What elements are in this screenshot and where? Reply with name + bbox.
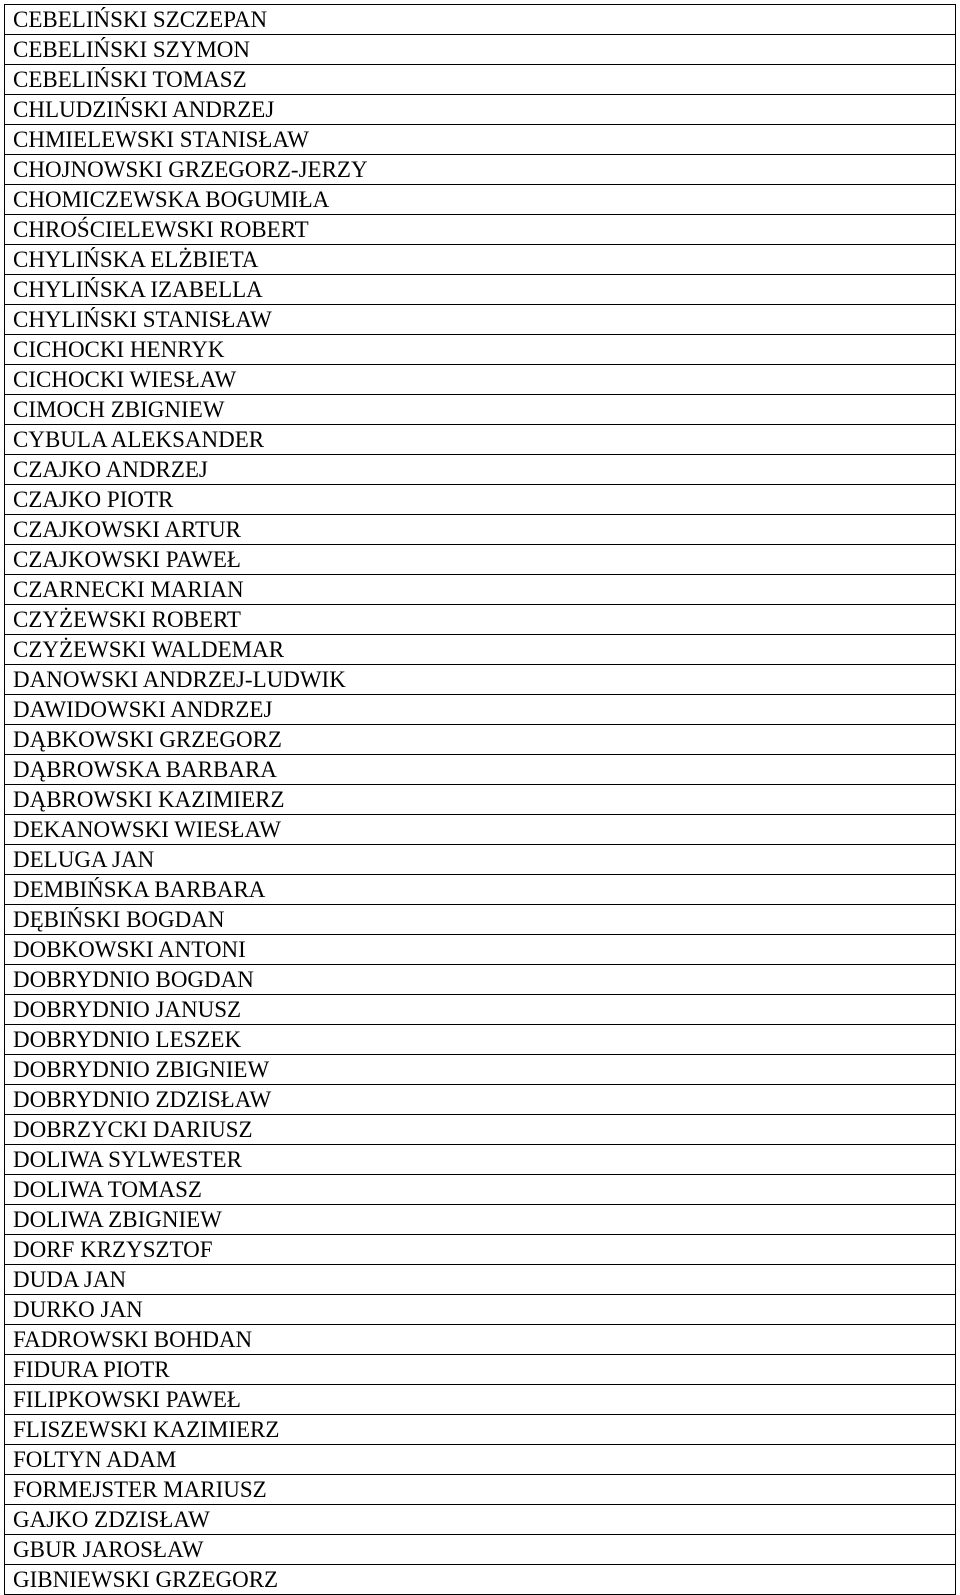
table-row — [5, 245, 956, 275]
name-cell: CZYŻEWSKI ROBERT — [5, 605, 956, 635]
table-row — [5, 1565, 956, 1595]
name-cell: CEBELIŃSKI SZCZEPAN — [5, 5, 956, 35]
name-cell: DORF KRZYSZTOF — [5, 1235, 956, 1265]
table-row — [5, 1415, 956, 1445]
name-cell: CZARNECKI MARIAN — [5, 575, 956, 605]
name-cell: CHLUDZIŃSKI ANDRZEJ — [5, 95, 956, 125]
name-cell: CYBULA ALEKSANDER — [5, 425, 956, 455]
table-row — [5, 65, 956, 95]
table-row — [5, 1265, 956, 1295]
table-row — [5, 365, 956, 395]
name-cell: CICHOCKI WIESŁAW — [5, 365, 956, 395]
name-cell: DĄBROWSKA BARBARA — [5, 755, 956, 785]
table-row — [5, 1535, 956, 1565]
table-row — [5, 695, 956, 725]
name-cell: DOBKOWSKI ANTONI — [5, 935, 956, 965]
table-row — [5, 1475, 956, 1505]
table-row — [5, 635, 956, 665]
name-cell: FADROWSKI BOHDAN — [5, 1325, 956, 1355]
table-row — [5, 545, 956, 575]
name-cell: FIDURA PIOTR — [5, 1355, 956, 1385]
name-cell: CHOMICZEWSKA BOGUMIŁA — [5, 185, 956, 215]
name-cell: DĄBKOWSKI GRZEGORZ — [5, 725, 956, 755]
table-row — [5, 845, 956, 875]
table-row — [5, 1505, 956, 1535]
table-row — [5, 1235, 956, 1265]
name-cell: CIMOCH ZBIGNIEW — [5, 395, 956, 425]
name-cell: CHYLIŃSKA IZABELLA — [5, 275, 956, 305]
table-row — [5, 605, 956, 635]
name-cell: GBUR JAROSŁAW — [5, 1535, 956, 1565]
name-cell: DOBRYDNIO LESZEK — [5, 1025, 956, 1055]
table-row — [5, 1025, 956, 1055]
table-row — [5, 1175, 956, 1205]
table-row — [5, 815, 956, 845]
table-row — [5, 1445, 956, 1475]
table-row — [5, 1325, 956, 1355]
name-cell: DUDA JAN — [5, 1265, 956, 1295]
table-row — [5, 935, 956, 965]
table-row — [5, 965, 956, 995]
name-cell: DĘBIŃSKI BOGDAN — [5, 905, 956, 935]
table-row — [5, 515, 956, 545]
name-cell: CEBELIŃSKI TOMASZ — [5, 65, 956, 95]
name-cell: GIBNIEWSKI GRZEGORZ — [5, 1565, 956, 1595]
table-row — [5, 755, 956, 785]
table-row — [5, 1055, 956, 1085]
table-row — [5, 1085, 956, 1115]
table-row — [5, 5, 956, 35]
name-cell: CICHOCKI HENRYK — [5, 335, 956, 365]
table-row — [5, 185, 956, 215]
table-row — [5, 1355, 956, 1385]
table-row — [5, 785, 956, 815]
name-cell: DURKO JAN — [5, 1295, 956, 1325]
name-cell: CZYŻEWSKI WALDEMAR — [5, 635, 956, 665]
table-row — [5, 155, 956, 185]
name-cell: DOBRYDNIO JANUSZ — [5, 995, 956, 1025]
table-row — [5, 395, 956, 425]
name-cell: CZAJKO ANDRZEJ — [5, 455, 956, 485]
name-cell: FILIPKOWSKI PAWEŁ — [5, 1385, 956, 1415]
name-cell: DOLIWA TOMASZ — [5, 1175, 956, 1205]
table-row — [5, 305, 956, 335]
name-cell: DOBRYDNIO ZDZISŁAW — [5, 1085, 956, 1115]
name-cell: FLISZEWSKI KAZIMIERZ — [5, 1415, 956, 1445]
table-row — [5, 425, 956, 455]
name-cell: CZAJKOWSKI PAWEŁ — [5, 545, 956, 575]
names-table-body — [5, 5, 956, 1595]
table-row — [5, 665, 956, 695]
name-cell: DAWIDOWSKI ANDRZEJ — [5, 695, 956, 725]
name-cell: CHYLIŃSKA ELŻBIETA — [5, 245, 956, 275]
table-row — [5, 35, 956, 65]
table-row — [5, 875, 956, 905]
name-cell: CZAJKOWSKI ARTUR — [5, 515, 956, 545]
table-row — [5, 275, 956, 305]
table-row — [5, 455, 956, 485]
name-cell: DOLIWA ZBIGNIEW — [5, 1205, 956, 1235]
name-cell: DEMBIŃSKA BARBARA — [5, 875, 956, 905]
table-row — [5, 995, 956, 1025]
table-row — [5, 1385, 956, 1415]
name-cell: CHYLIŃSKI STANISŁAW — [5, 305, 956, 335]
name-cell: CHOJNOWSKI GRZEGORZ-JERZY — [5, 155, 956, 185]
name-cell: FOLTYN ADAM — [5, 1445, 956, 1475]
table-row — [5, 335, 956, 365]
name-cell: CHROŚCIELEWSKI ROBERT — [5, 215, 956, 245]
name-cell: CEBELIŃSKI SZYMON — [5, 35, 956, 65]
name-cell: DANOWSKI ANDRZEJ-LUDWIK — [5, 665, 956, 695]
name-cell: FORMEJSTER MARIUSZ — [5, 1475, 956, 1505]
name-cell: DOLIWA SYLWESTER — [5, 1145, 956, 1175]
name-cell: DELUGA JAN — [5, 845, 956, 875]
table-row — [5, 125, 956, 155]
name-cell: CHMIELEWSKI STANISŁAW — [5, 125, 956, 155]
table-row — [5, 1145, 956, 1175]
table-row — [5, 1205, 956, 1235]
table-row — [5, 905, 956, 935]
table-row — [5, 485, 956, 515]
names-table — [4, 4, 956, 1595]
name-cell: DĄBROWSKI KAZIMIERZ — [5, 785, 956, 815]
table-row — [5, 1295, 956, 1325]
table-row — [5, 215, 956, 245]
table-row — [5, 575, 956, 605]
table-row — [5, 1115, 956, 1145]
name-cell: DOBRYDNIO BOGDAN — [5, 965, 956, 995]
name-cell: DOBRYDNIO ZBIGNIEW — [5, 1055, 956, 1085]
table-row — [5, 725, 956, 755]
table-row — [5, 95, 956, 125]
name-cell: CZAJKO PIOTR — [5, 485, 956, 515]
name-cell: GAJKO ZDZISŁAW — [5, 1505, 956, 1535]
name-cell: DOBRZYCKI DARIUSZ — [5, 1115, 956, 1145]
name-cell: DEKANOWSKI WIESŁAW — [5, 815, 956, 845]
